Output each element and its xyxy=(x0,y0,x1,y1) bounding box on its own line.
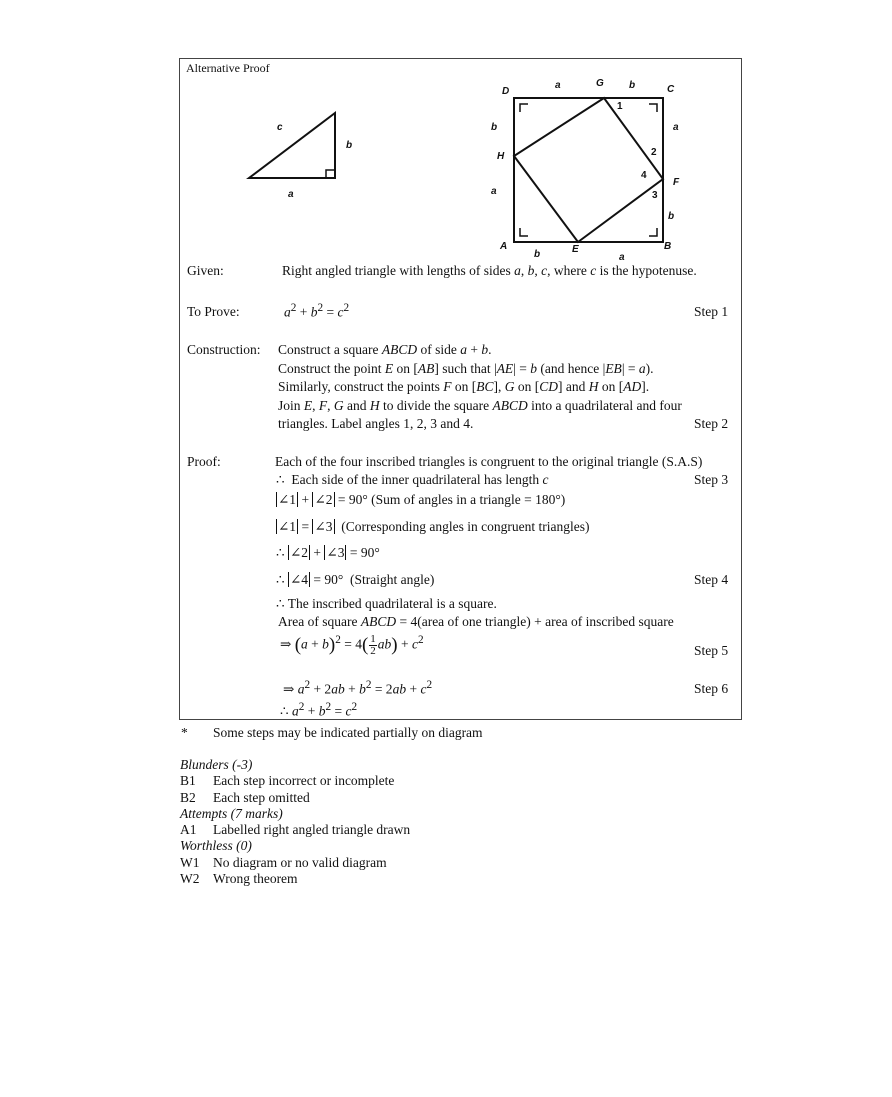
worthless-text-1: No diagram or no valid diagram xyxy=(213,855,387,870)
proof-line-6: ∴ ∠4 = 90° (Straight angle) xyxy=(276,572,435,587)
proof-label: Proof: xyxy=(187,454,221,469)
blunder-text-1: Each step incorrect or incomplete xyxy=(213,773,395,788)
side-label-top-left: a xyxy=(555,80,561,91)
corner-marker-d xyxy=(520,104,528,112)
triangle-label-base: a xyxy=(288,189,294,200)
step-5: Step 5 xyxy=(694,643,729,658)
blunders-title: Blunders (-3) xyxy=(180,757,253,772)
given-text: Right angled triangle with lengths of sides a, b, c, where c is the hypotenuse. xyxy=(282,263,697,278)
side-label-left-bottom: a xyxy=(491,186,497,197)
footnote-text: Some steps may be indicated partially on diagram xyxy=(213,725,483,740)
attempt-code-1: A1 xyxy=(180,822,197,837)
worthless-text-2: Wrong theorem xyxy=(213,871,298,886)
corner-marker-b xyxy=(649,228,657,236)
vertex-e: E xyxy=(572,244,579,255)
blunder-text-2: Each step omitted xyxy=(213,790,310,805)
corner-marker-c xyxy=(649,104,657,112)
side-label-left-top: b xyxy=(491,122,498,133)
attempts-title: Attempts (7 marks) xyxy=(180,806,283,821)
step-2: Step 2 xyxy=(694,416,729,431)
side-label-bottom-right: a xyxy=(619,252,625,263)
proof-line-3: ∠1 + ∠2 = 90° (Sum of angles in a triangle = 180°) xyxy=(278,492,566,507)
triangle-shape xyxy=(249,113,335,178)
side-label-right-bottom: b xyxy=(668,211,675,222)
to-prove-label: To Prove: xyxy=(187,304,240,319)
proof-line-5: ∴ ∠2 + ∠3 = 90° xyxy=(276,545,380,560)
proof-line-3-note: (Sum of angles in a triangle = 180°) xyxy=(371,492,566,507)
proof-line-11: ∴ $a^2 + b^2 = c^2$ xyxy=(280,701,358,719)
blunder-code-2: B2 xyxy=(180,790,196,805)
side-label-top-right: b xyxy=(629,80,636,91)
proof-line-2: ∴ Each side of the inner quadrilateral has length c xyxy=(276,472,549,487)
proof-line-1: Each of the four inscribed triangles is congruent to the original triangle (S.A.S) xyxy=(275,454,703,469)
attempt-text-1: Labelled right angled triangle drawn xyxy=(213,822,411,837)
angle-label-1: 1 xyxy=(617,101,623,112)
vertex-d: D xyxy=(502,86,510,97)
proof-line-10: ⇒ $a^2 + 2ab + b^2 = 2ab + c^2$ xyxy=(283,679,433,697)
vertex-f: F xyxy=(673,177,680,188)
footnote-marker: * xyxy=(181,725,188,740)
corner-marker-a xyxy=(520,228,528,236)
square-diagram xyxy=(500,85,680,255)
proof-line-4: ∠1 = ∠3 (Corresponding angles in congruent triangles) xyxy=(278,519,590,534)
triangle-label-hyp: c xyxy=(277,122,283,133)
construction-line-4: Join E, F, G and H to divide the square ABCD into a quadrilateral and four xyxy=(278,398,682,413)
vertex-h: H xyxy=(497,151,505,162)
angle-label-3: 3 xyxy=(652,190,658,201)
angle-label-2: 2 xyxy=(651,147,657,158)
worthless-code-2: W2 xyxy=(180,871,200,886)
vertex-c: C xyxy=(667,84,675,95)
side-label-right-top: a xyxy=(673,122,679,133)
vertex-b: B xyxy=(664,241,672,252)
construction-line-2: Construct the point E on [AB] such that |AE| = b (and hence |EB| = a). xyxy=(278,361,654,376)
construction-label: Construction: xyxy=(187,342,261,357)
step-4: Step 4 xyxy=(694,572,729,587)
box-title: Alternative Proof xyxy=(186,61,270,75)
proof-line-9: ⇒ $(a + b)^2 = 4$( $\frac{1}{2}$ $ab) + c^2$ xyxy=(280,633,424,657)
given-label: Given: xyxy=(187,263,224,278)
proof-line-4-note: (Corresponding angles in congruent triangles) xyxy=(341,519,590,534)
construction-line-5: triangles. Label angles 1, 2, 3 and 4. xyxy=(278,416,474,431)
right-triangle-diagram xyxy=(240,105,353,205)
proof-line-6-note: (Straight angle) xyxy=(350,572,435,587)
vertex-g: G xyxy=(596,78,604,89)
construction-line-3: Similarly, construct the points F on [BC], G on [CD] and H on [AD]. xyxy=(278,379,650,394)
to-prove-formula: $a^2 + b^2 = c^2$ xyxy=(284,302,350,320)
worthless-code-1: W1 xyxy=(180,855,200,870)
blunder-code-1: B1 xyxy=(180,773,196,788)
right-angle-marker xyxy=(326,170,335,178)
step-6: Step 6 xyxy=(694,681,729,696)
proof-line-8: Area of square ABCD = 4(area of one triangle) + area of inscribed square xyxy=(278,614,674,629)
proof-line-7: ∴ The inscribed quadrilateral is a square. xyxy=(276,596,497,611)
step-1: Step 1 xyxy=(694,304,729,319)
angle-label-4: 4 xyxy=(641,170,647,181)
side-label-bottom-left: b xyxy=(534,249,541,260)
worthless-title: Worthless (0) xyxy=(180,838,252,853)
triangle-label-vert: b xyxy=(346,140,353,151)
construction-line-1: Construct a square ABCD of side a + b. xyxy=(278,342,492,357)
step-3: Step 3 xyxy=(694,472,729,487)
vertex-a: A xyxy=(500,241,508,252)
